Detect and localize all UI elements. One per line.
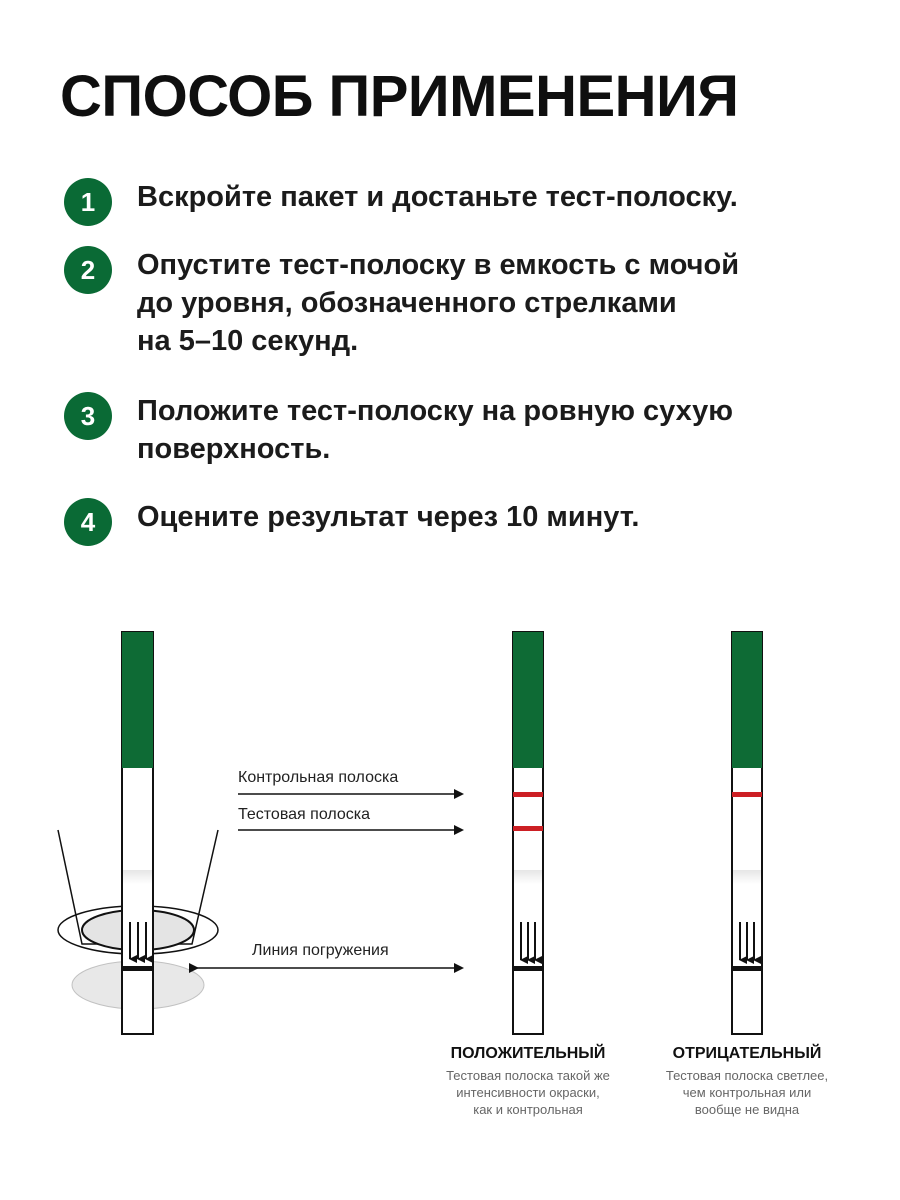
- control-line: [513, 792, 543, 797]
- positive-result-title: ПОЛОЖИТЕЛЬНЫЙ: [450, 1045, 606, 1062]
- step-text: [137, 498, 817, 536]
- test-line-label: Тестовая полоска: [238, 806, 371, 823]
- negative-result-note: чем контрольная или: [682, 1085, 812, 1100]
- step-4: [64, 498, 817, 546]
- positive-result-note: Тестовая полоска такой же: [446, 1068, 610, 1083]
- step-number-badge: 3: [64, 392, 112, 440]
- step-line: Опустите тест-полоску в емкость с мочой: [137, 249, 740, 281]
- immersion-line: [513, 966, 543, 971]
- immersion-line-label: Линия погружения: [252, 942, 389, 959]
- step-3: [64, 392, 817, 468]
- positive-result-note: как и контрольная: [473, 1102, 583, 1117]
- strip-handle: [122, 632, 153, 768]
- test-strip-illustration: [0, 600, 900, 1160]
- step-text: [137, 178, 817, 216]
- negative-result-title: ОТРИЦАТЕЛЬНЫЙ: [672, 1045, 822, 1062]
- strip-handle: [732, 632, 762, 768]
- control-line-label: Контрольная полоска: [238, 769, 399, 786]
- step-line: на 5–10 секунд.: [137, 325, 359, 357]
- immersion-line: [732, 966, 762, 971]
- step-2: [64, 246, 817, 360]
- step-1: [64, 178, 817, 226]
- negative-result-note: вообще не видна: [694, 1102, 800, 1117]
- strip-handle: [513, 632, 543, 768]
- test-line: [513, 826, 543, 831]
- step-number-badge: 2: [64, 246, 112, 294]
- strip-immersed: [122, 632, 153, 1034]
- step-line: поверхность.: [137, 433, 331, 465]
- positive-result-note: интенсивности окраски,: [456, 1085, 600, 1100]
- strip-positive: [513, 632, 543, 1034]
- step-text: [137, 246, 817, 360]
- control-line: [732, 792, 762, 797]
- step-text: [137, 392, 817, 468]
- page-title: СПОСОБ ПРИМЕНЕНИЯ: [60, 64, 739, 129]
- step-number-badge: 4: [64, 498, 112, 546]
- negative-result-note: Тестовая полоска светлее,: [665, 1068, 829, 1083]
- step-line: до уровня, обозначенного стрелками: [137, 287, 677, 319]
- step-line: Оцените результат через 10 минут.: [137, 501, 640, 533]
- step-number-badge: 1: [64, 178, 112, 226]
- step-line: Вскройте пакет и достаньте тест-полоску.: [137, 181, 738, 213]
- immersion-line: [122, 966, 153, 971]
- strip-negative: [732, 632, 762, 1034]
- step-line: Положите тест-полоску на ровную сухую: [137, 395, 734, 427]
